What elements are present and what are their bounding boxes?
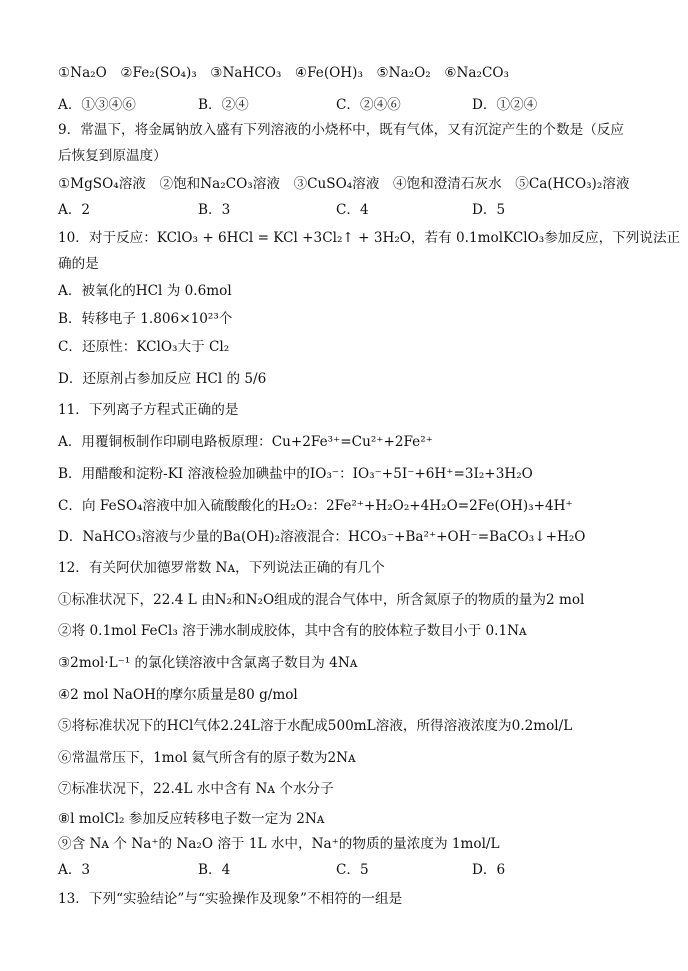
q8-option-a: A．①③④⑥ (58, 97, 136, 113)
q12-item-5: ⑤将标准状况下的HCl气体2.24L溶于水配成500mL溶液，所得溶液浓度为0.2mol/L (58, 718, 573, 734)
compound-list: ①Na₂O ②Fe₂(SO₄)₃ ③NaHCO₃ ④Fe(OH)₃ ⑤Na₂O₂ ⑥Na₂CO₃ (58, 65, 509, 81)
q10-option-b: B．转移电子 1.806×10²³个 (58, 311, 233, 327)
q9-option-b: B．3 (198, 202, 231, 218)
q9-option-c: C．4 (336, 202, 369, 218)
q11-option-b: B．用醋酸和淀粉-KI 溶液检验加碘盐中的IO₃⁻：IO₃⁻+5I⁻+6H⁺=3I₂+3H₂O (58, 466, 533, 482)
q12-option-b: B．4 (198, 862, 231, 878)
q12-option-c: C．5 (336, 862, 369, 878)
q9-stem-line1: 9．常温下，将金属钠放入盛有下列溶液的小烧杯中，既有气体，又有沉淀产生的个数是（反应 (58, 122, 624, 138)
q12-stem: 12．有关阿伏加德罗常数 Nᴀ，下列说法正确的有几个 (58, 560, 385, 576)
q12-item-8: ⑧l molCl₂ 参加反应转移电子数一定为 2Nᴀ (58, 811, 325, 827)
q10-option-d: D．还原剂占参加反应 HCl 的 5/6 (58, 371, 267, 387)
q9-option-d: D．5 (472, 202, 506, 218)
q11-option-a: A．用覆铜板制作印刷电路板原理：Cu+2Fe³⁺=Cu²⁺+2Fe²⁺ (58, 434, 433, 450)
q12-option-a: A．3 (58, 862, 91, 878)
q10-option-a: A．被氧化的HCl 为 0.6mol (58, 283, 232, 299)
q12-item-2: ②将 0.1mol FeCl₃ 溶于沸水制成胶体，其中含有的胶体粒子数目小于 0.1Nᴀ (58, 623, 527, 639)
q12-item-9: ⑨含 Nᴀ 个 Na⁺的 Na₂O 溶于 1L 水中，Na⁺的物质的量浓度为 1mol/L (58, 836, 500, 852)
q12-item-3: ③2mol·L⁻¹ 的氯化镁溶液中含氯离子数目为 4Nᴀ (58, 655, 358, 671)
q11-stem: 11．下列离子方程式正确的是 (58, 402, 239, 418)
q10-stem-line1: 10．对于反应：KClO₃ + 6HCl = KCl +3Cl₂↑ + 3H₂O，若有 0.1molKClO₃参加反应，下列说法正 (58, 230, 681, 246)
q12-item-7: ⑦标准状况下，22.4L 水中含有 Nᴀ 个水分子 (58, 781, 334, 797)
q11-option-c: C．向 FeSO₄溶液中加入硫酸酸化的H₂O₂：2Fe²⁺+H₂O₂+4H₂O=2Fe(OH)₃+4H⁺ (58, 498, 573, 514)
q11-option-d: D．NaHCO₃溶液与少量的Ba(OH)₂溶液混合：HCO₃⁻+Ba²⁺+OH⁻=BaCO₃↓+H₂O (58, 529, 586, 545)
q8-option-b: B．②④ (198, 97, 249, 113)
q9-option-a: A．2 (58, 202, 91, 218)
q9-items: ①MgSO₄溶液 ②饱和Na₂CO₃溶液 ③CuSO₄溶液 ④饱和澄清石灰水 ⑤Ca(HCO₃)₂溶液 (58, 176, 630, 192)
q13-stem: 13．下列“实验结论”与“实验操作及现象”不相符的一组是 (58, 891, 403, 907)
q12-option-d: D．6 (472, 862, 506, 878)
q10-stem-line2: 确的是 (58, 256, 99, 272)
q8-option-c: C．②④⑥ (336, 97, 401, 113)
q12-item-1: ①标准状况下，22.4 L 由N₂和N₂O组成的混合气体中，所含氮原子的物质的量为2 mol (58, 592, 585, 608)
q10-option-c: C．还原性：KClO₃大于 Cl₂ (58, 339, 230, 355)
q8-option-d: D．①②④ (472, 97, 538, 113)
q12-item-6: ⑥常温常压下，1mol 氦气所含有的原子数为2Nᴀ (58, 750, 356, 766)
q9-stem-line2: 后恢复到原温度） (58, 148, 167, 164)
q12-item-4: ④2 mol NaOH的摩尔质量是80 g/mol (58, 687, 298, 703)
